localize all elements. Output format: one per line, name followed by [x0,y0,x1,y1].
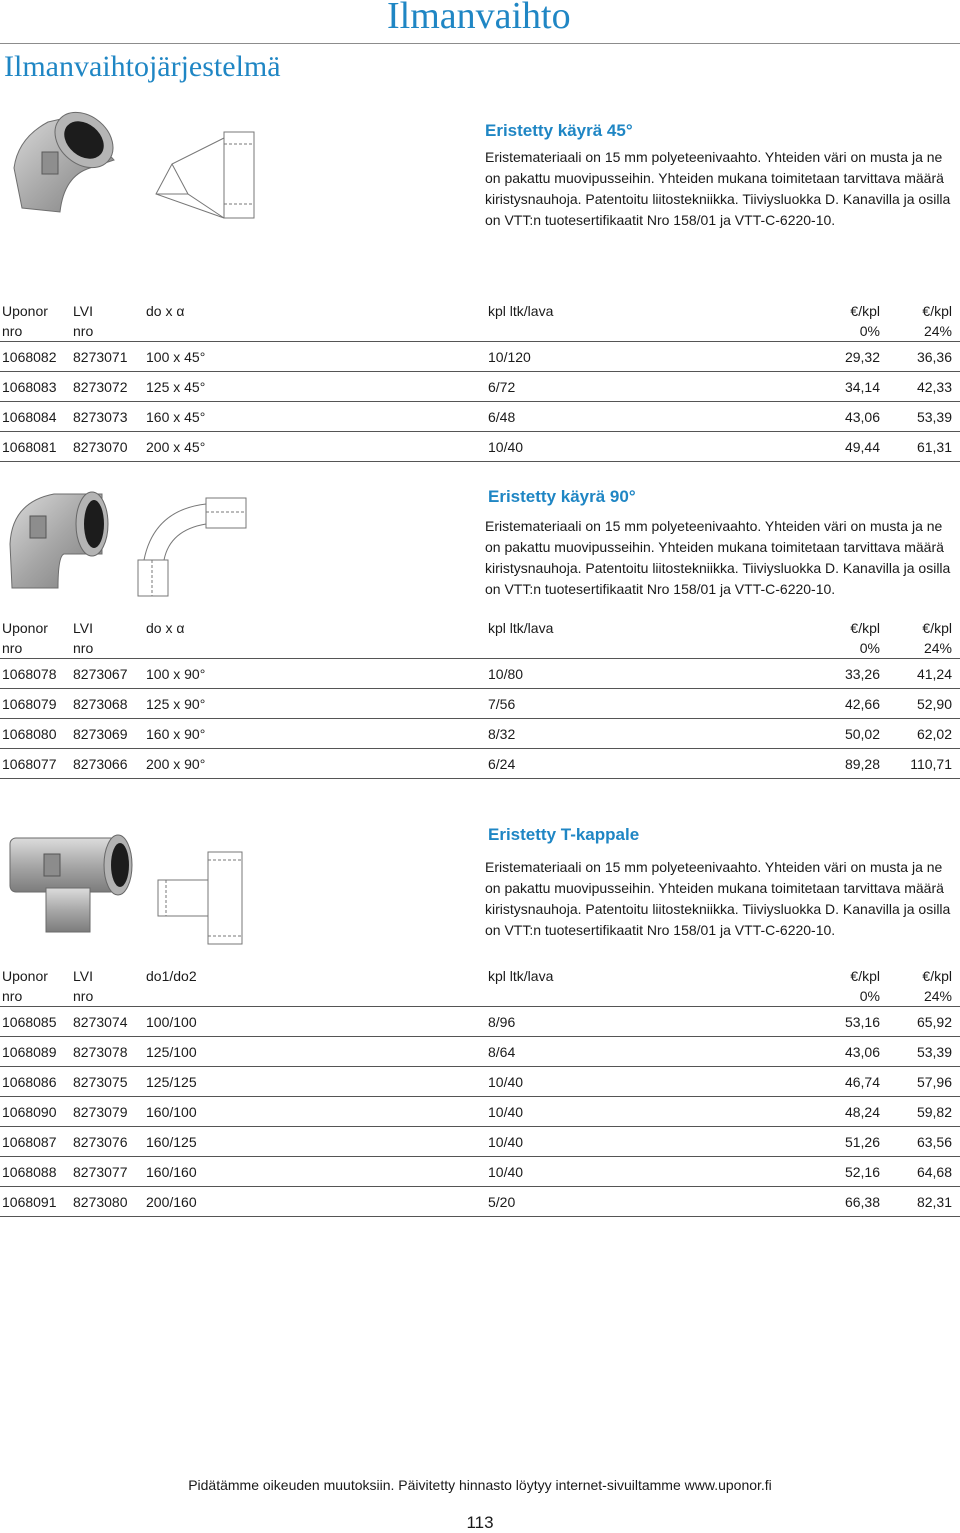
package-qty: 10/40 [488,1163,524,1180]
dimension: 125/100 [146,1043,197,1060]
table-header-row [0,321,960,342]
price-24-vat: 110,71 [910,755,952,772]
table-header-row [0,966,960,986]
package-qty: 10/40 [488,1103,524,1120]
uponor-code: 1068087 [2,1133,57,1150]
description-line: on pakattu muovipusseihin. Yhteiden mukana toimitetaan tarvittava määrä [485,880,944,896]
column-header: kpl ltk/lava [488,620,554,636]
price-0-vat: 34,14 [844,378,880,395]
package-qty: 7/56 [488,695,516,712]
description-line: kiristysnauhoja. Patentoitu liitostekniikka. Tiiviysluokka D. Kanavilla ja osilla [485,560,951,576]
package-qty: 8/64 [488,1043,516,1060]
price-24-vat: 53,39 [916,408,952,425]
price-0-vat: 52,16 [844,1163,880,1180]
price-0-vat: 43,06 [844,408,880,425]
column-header: Uponor [2,620,48,636]
price-24-vat: 42,33 [916,378,952,395]
column-header: nro [73,640,94,656]
uponor-code: 1068089 [2,1043,57,1060]
description-line: Eristemateriaali on 15 mm polyeteenivaahto. Yhteiden väri on musta ja ne [485,518,943,534]
column-header: Uponor [2,968,48,984]
header-divider [0,43,960,44]
table-row [0,432,960,462]
footer-disclaimer: Pidätämme oikeuden muutoksiin. Päivitetty hinnasto löytyy internet-sivuiltamme www.uponor.fi [188,1477,772,1493]
elbow-45-technical-drawing [146,124,266,224]
uponor-code: 1068082 [2,348,57,365]
column-header: nro [73,323,94,339]
column-header: €/kpl [850,968,880,984]
price-24-vat: 64,68 [916,1163,952,1180]
column-header: nro [73,988,94,1004]
column-header: 24% [923,640,952,656]
description-line: on VTT:n tuotesertifikaatit Nro 158/01 ja VTT-C-6220-10. [485,581,836,597]
column-header: LVI [73,620,93,636]
column-header: nro [2,640,23,656]
column-header: kpl ltk/lava [488,968,554,984]
description-line: on VTT:n tuotesertifikaatit Nro 158/01 ja VTT-C-6220-10. [485,922,836,938]
table-row [0,1127,960,1157]
price-24-vat: 36,36 [916,348,952,365]
table-row [0,1157,960,1187]
dimension: 100 x 45° [146,348,206,365]
lvi-code: 8273076 [73,1133,128,1150]
column-header: €/kpl [922,303,952,319]
table-header-row [0,618,960,638]
description-line: kiristysnauhoja. Patentoitu liitostekniikka. Tiiviysluokka D. Kanavilla ja osilla [485,901,951,917]
dimension: 125 x 90° [146,695,206,712]
column-header: LVI [73,303,93,319]
price-0-vat: 51,26 [844,1133,880,1150]
dimension: 160 x 45° [146,408,206,425]
dimension: 200 x 90° [146,755,206,772]
price-table [0,618,960,779]
price-table [0,301,960,462]
table-row [0,689,960,719]
table-row [0,659,960,689]
table-row [0,402,960,432]
price-0-vat: 42,66 [844,695,880,712]
table-row [0,749,960,779]
price-0-vat: 29,32 [844,348,880,365]
price-24-vat: 61,31 [916,438,952,455]
table-row [0,372,960,402]
dimension: 160/160 [146,1163,197,1180]
price-0-vat: 66,38 [844,1193,880,1210]
price-0-vat: 46,74 [844,1073,880,1090]
price-0-vat: 49,44 [844,438,880,455]
dimension: 125 x 45° [146,378,206,395]
uponor-code: 1068080 [2,725,57,742]
dimension: 200 x 45° [146,438,206,455]
table-header-row [0,638,960,659]
column-header: 24% [923,988,952,1004]
uponor-code: 1068088 [2,1163,57,1180]
lvi-code: 8273069 [73,725,128,742]
lvi-code: 8273074 [73,1013,128,1030]
uponor-code: 1068091 [2,1193,57,1210]
package-qty: 5/20 [488,1193,516,1210]
product-description [485,147,960,231]
table-row [0,1067,960,1097]
table-row [0,719,960,749]
price-24-vat: 82,31 [916,1193,952,1210]
dimension: 100/100 [146,1013,197,1030]
page-number: 113 [466,1513,494,1532]
tee-technical-drawing [150,848,250,948]
table-header-row [0,986,960,1007]
column-header: 24% [923,323,952,339]
column-header: 0% [859,323,880,339]
elbow-90-product-photo [6,484,116,594]
tee-product-photo [6,828,136,938]
dimension: 160/125 [146,1133,197,1150]
table-header-row [0,301,960,321]
lvi-code: 8273079 [73,1103,128,1120]
price-table [0,966,960,1217]
price-24-vat: 59,82 [916,1103,952,1120]
package-qty: 10/120 [488,348,531,365]
table-row [0,1097,960,1127]
product-description [485,516,960,600]
uponor-code: 1068090 [2,1103,57,1120]
uponor-code: 1068081 [2,438,57,455]
elbow-45-product-photo [4,108,124,218]
lvi-code: 8273066 [73,755,128,772]
lvi-code: 8273071 [73,348,128,365]
price-0-vat: 33,26 [844,665,880,682]
table-row [0,1187,960,1217]
package-qty: 10/40 [488,1073,524,1090]
page-title: Ilmanvaihto [387,0,571,37]
price-24-vat: 62,02 [916,725,952,742]
product-title: Eristetty käyrä 90° [488,487,636,506]
lvi-code: 8273080 [73,1193,128,1210]
uponor-code: 1068077 [2,755,57,772]
table-row [0,1007,960,1037]
dimension: 160 x 90° [146,725,206,742]
price-0-vat: 50,02 [844,725,880,742]
column-header: €/kpl [922,620,952,636]
package-qty: 8/32 [488,725,516,742]
description-line: Eristemateriaali on 15 mm polyeteenivaahto. Yhteiden väri on musta ja ne [485,859,943,875]
column-header: €/kpl [850,303,880,319]
uponor-code: 1068078 [2,665,57,682]
column-header: €/kpl [922,968,952,984]
column-header: Uponor [2,303,48,319]
description-line: on VTT:n tuotesertifikaatit Nro 158/01 ja VTT-C-6220-10. [485,212,836,228]
description-line: Eristemateriaali on 15 mm polyeteenivaahto. Yhteiden väri on musta ja ne [485,149,943,165]
uponor-code: 1068086 [2,1073,57,1090]
dimension: 200/160 [146,1193,197,1210]
lvi-code: 8273070 [73,438,128,455]
lvi-code: 8273073 [73,408,128,425]
lvi-code: 8273067 [73,665,128,682]
price-24-vat: 63,56 [916,1133,952,1150]
package-qty: 10/40 [488,438,524,455]
description-line: on pakattu muovipusseihin. Yhteiden mukana toimitetaan tarvittava määrä [485,539,944,555]
column-header: 0% [859,640,880,656]
uponor-code: 1068084 [2,408,57,425]
column-header: do1/do2 [146,968,197,984]
column-header: nro [2,988,23,1004]
description-line: kiristysnauhoja. Patentoitu liitostekniikka. Tiiviysluokka D. Kanavilla ja osilla [485,191,951,207]
lvi-code: 8273078 [73,1043,128,1060]
price-0-vat: 53,16 [844,1013,880,1030]
elbow-90-technical-drawing [134,490,254,600]
table-row [0,342,960,372]
uponor-code: 1068079 [2,695,57,712]
package-qty: 6/48 [488,408,516,425]
product-title: Eristetty käyrä 45° [485,121,633,140]
lvi-code: 8273072 [73,378,128,395]
dimension: 160/100 [146,1103,197,1120]
column-header: nro [2,323,23,339]
column-header: LVI [73,968,93,984]
table-row [0,1037,960,1067]
uponor-code: 1068083 [2,378,57,395]
lvi-code: 8273077 [73,1163,128,1180]
lvi-code: 8273075 [73,1073,128,1090]
price-0-vat: 48,24 [844,1103,880,1120]
description-line: on pakattu muovipusseihin. Yhteiden mukana toimitetaan tarvittava määrä [485,170,944,186]
package-qty: 10/80 [488,665,524,682]
uponor-code: 1068085 [2,1013,57,1030]
price-24-vat: 41,24 [916,665,952,682]
lvi-code: 8273068 [73,695,128,712]
section-heading: Ilmanvaihtojärjestelmä [4,50,281,83]
column-header: do x α [146,620,185,636]
product-title: Eristetty T-kappale [488,825,640,844]
price-24-vat: 57,96 [916,1073,952,1090]
dimension: 125/125 [146,1073,197,1090]
dimension: 100 x 90° [146,665,206,682]
column-header: 0% [859,988,880,1004]
price-24-vat: 65,92 [916,1013,952,1030]
column-header: do x α [146,303,185,319]
package-qty: 6/72 [488,378,516,395]
product-description [485,857,960,941]
package-qty: 10/40 [488,1133,524,1150]
price-24-vat: 52,90 [916,695,952,712]
package-qty: 6/24 [488,755,516,772]
price-0-vat: 43,06 [844,1043,880,1060]
column-header: kpl ltk/lava [488,303,554,319]
price-24-vat: 53,39 [916,1043,952,1060]
price-0-vat: 89,28 [844,755,880,772]
column-header: €/kpl [850,620,880,636]
package-qty: 8/96 [488,1013,516,1030]
